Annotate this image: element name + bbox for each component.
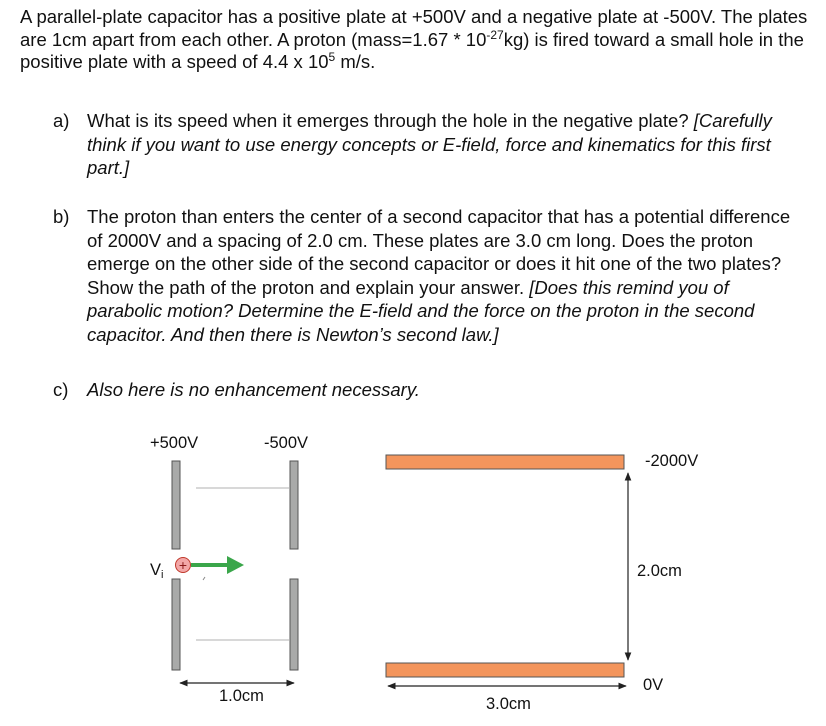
- part-a-marker: a): [53, 110, 70, 131]
- velocity-label: Vi: [150, 561, 164, 581]
- part-a-hint: [Carefully think if you want to use energy concepts or E-field, force and kinematics for this first part.]: [87, 110, 772, 178]
- top-plate-label: -2000V: [645, 452, 699, 470]
- negative-plate-lower: [290, 579, 298, 670]
- mass-exponent: -27: [486, 27, 504, 42]
- right-capacitor: [386, 452, 698, 713]
- positive-plate-lower: [172, 579, 180, 670]
- positive-plate-upper: [172, 461, 180, 549]
- bottom-plate: [386, 663, 624, 677]
- intro-text-1: A parallel-plate capacitor has a positive plate at +500V and a negative plate at -500V. The plates are 1cm apart from each other. A proton (mass=1.67 * 10: [20, 6, 808, 50]
- intro-text-3: m/s.: [335, 51, 376, 72]
- part-b-question: The proton than enters the center of a second capacitor that has a potential difference of 2000V and a spacing of 2.0 cm. These plates are 3.0 cm long. Does the proton emerge on the other side of the second capacitor or does it hit one of the two plates? Show the path of the proton and explain your answer.: [87, 206, 791, 298]
- proton-symbol: +: [178, 557, 188, 573]
- part-c-marker: c): [53, 379, 69, 400]
- negative-plate-label: -500V: [264, 434, 309, 452]
- length-label: 3.0cm: [486, 695, 531, 713]
- spacing-label: 2.0cm: [637, 562, 682, 580]
- part-c-text: Also here is no enhancement necessary.: [87, 379, 420, 400]
- speed-exponent: 5: [328, 50, 336, 64]
- part-a-question: What is its speed when it emerges through the hole in the negative plate?: [87, 110, 689, 131]
- velocity-subscript: i: [161, 569, 164, 581]
- top-plate: [386, 455, 624, 469]
- part-b-marker: b): [53, 206, 70, 227]
- left-capacitor: [150, 434, 308, 705]
- positive-plate-label: +500V: [150, 434, 199, 452]
- velocity-arrow-head: [227, 556, 244, 574]
- bottom-plate-label: 0V: [643, 676, 664, 694]
- intro-text-2: kg) is fired toward a small hole in the positive plate with a speed of 4.4 x 10: [20, 28, 804, 72]
- gap-label: 1.0cm: [219, 687, 264, 705]
- part-b-hint: [Does this remind you of parabolic motion? Determine the E-field and the force on the proton in the second capacitor. And then there is Newton’s second law.]: [87, 276, 755, 345]
- proton-tick-mark: [203, 577, 205, 580]
- negative-plate-upper: [290, 461, 298, 549]
